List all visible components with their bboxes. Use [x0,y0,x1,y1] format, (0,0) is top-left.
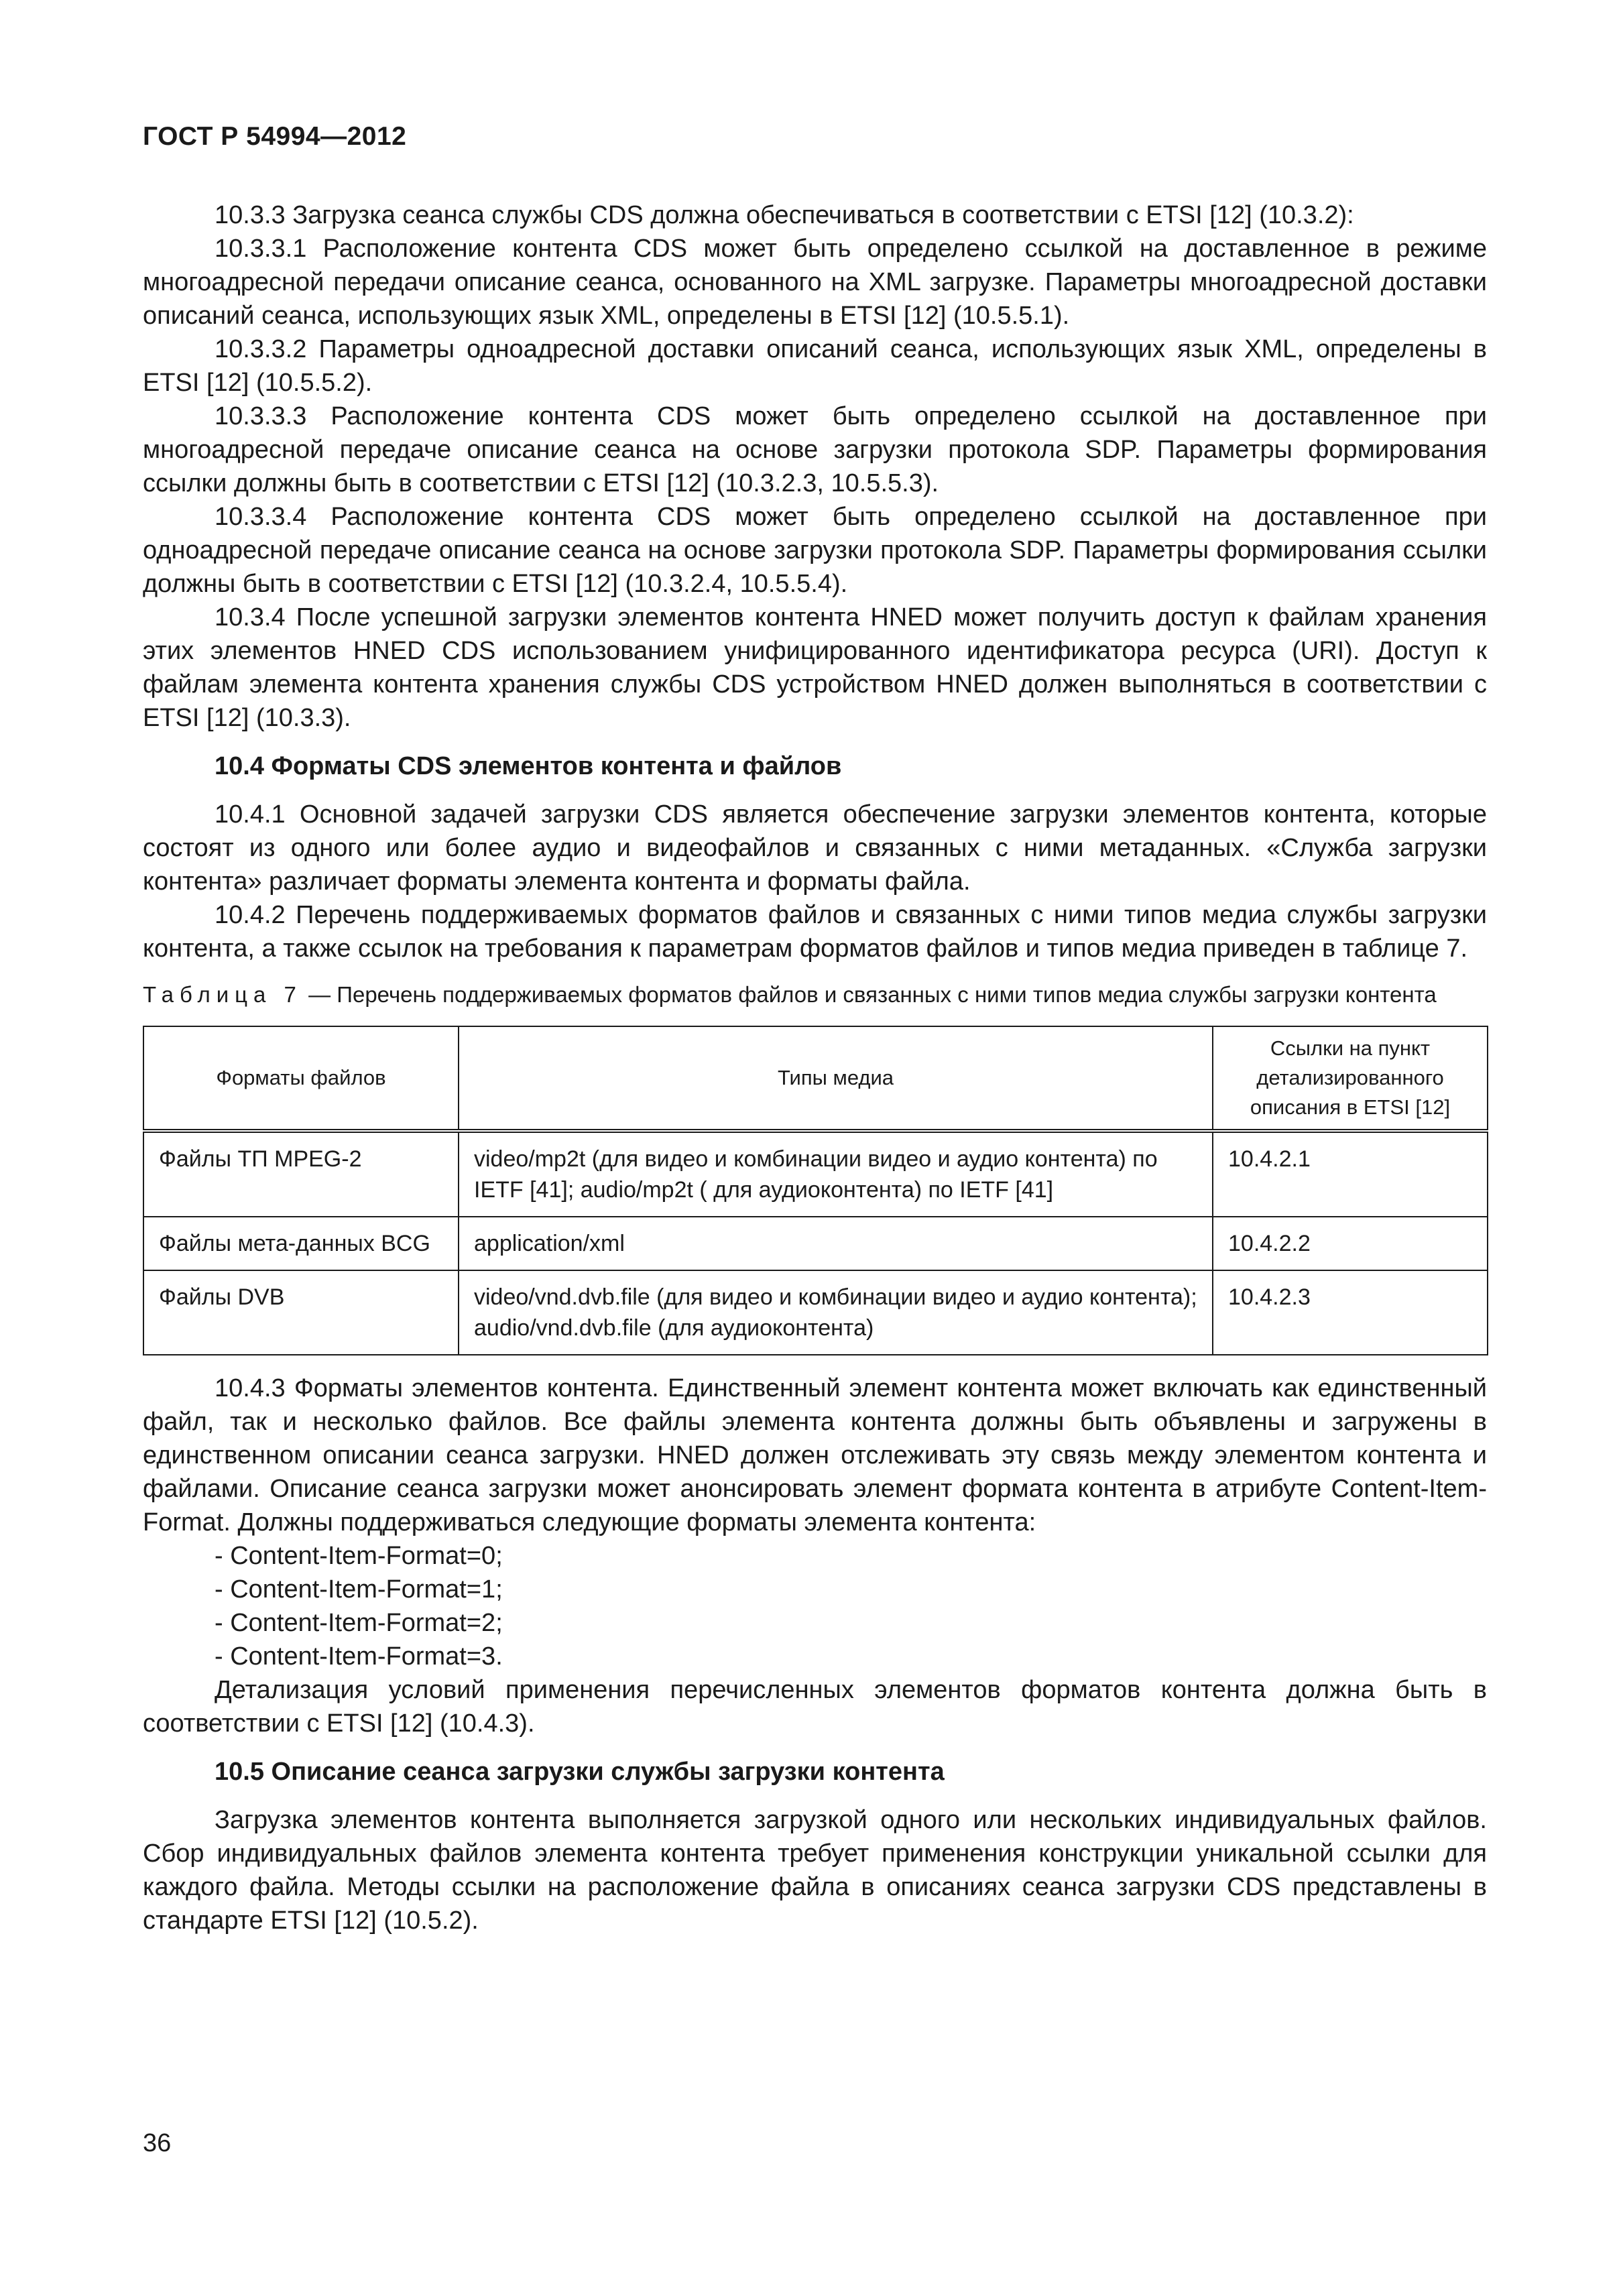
table-row [143,1131,1488,1217]
table-caption [143,980,1487,1010]
cell-reference: 10.4.2.1 [1213,1131,1488,1217]
section-heading-10-5: 10.5 Описание сеанса загрузки службы загрузки контента [215,1758,945,1786]
header-file-formats: Форматы файлов [143,1026,459,1131]
paragraph-detail: Детализация условий применения перечисленных элементов форматов контента должна быть в соответствии с ETSI [12] (10.4.3). [143,1676,1487,1738]
list-item: - Content-Item-Format=3. [215,1642,503,1671]
paragraph-10-3-4: 10.3.4 После успешной загрузки элементов контента HNED может получить доступ к файлам хранения этих элементов HNED CDS использованием унифицированного идентификатора ресурса (URI). Доступ к файлам элемента контента хранения службы CDS устройством HNED должен выполняться в соответствии с ETSI [12] (10.3.3). [143,603,1487,732]
cell-file-format: Файлы DVB [143,1270,459,1355]
cell-media-type: video/mp2t (для видео и комбинации видео и аудио контента) по IETF [41]; audio/mp2t ( для аудиоконтента) по IETF [41] [459,1131,1213,1217]
media-type-line: audio/vnd.dvb.file (для аудиоконтента) [474,1315,874,1341]
media-type-line: video/vnd.dvb.file (для видео и комбинации видео и аудио контента); [474,1284,1197,1310]
paragraph-10-5: Загрузка элементов контента выполняется загрузкой одного или нескольких индивидуальных файлов. Сбор индивидуальных файлов элемента контента требует применения конструкции уникальной ссылки для каждого файла. Методы ссылки на расположение файла в описаниях сеанса загрузки CDS представлены в стандарте ETSI [12] (10.5.2). [143,1806,1487,1935]
table-row [143,1217,1488,1270]
header-media-types: Типы медиа [459,1026,1213,1131]
cell-reference: 10.4.2.3 [1213,1270,1488,1355]
paragraph-10-3-3-3: 10.3.3.3 Расположение контента CDS может быть определено ссылкой на доставленное при многоадресной передаче описание сеанса на основе загрузки протокола SDP. Параметры формирования ссылки должны быть в соответствии с ETSI [12] (10.3.2.3, 10.5.5.3). [143,402,1487,497]
cell-media-type [459,1270,1213,1355]
section-heading-10-4: 10.4 Форматы CDS элементов контента и файлов [215,752,842,780]
header-etsi-references: Ссылки на пункт детализированного описания в ETSI [12] [1213,1026,1488,1131]
table-caption-label: Таблица 7 [143,982,302,1007]
list-item: - Content-Item-Format=0; [215,1542,503,1570]
paragraph-10-3-3-2: 10.3.3.2 Параметры одноадресной доставки описаний сеанса, использующих язык XML, определены в ETSI [12] (10.5.5.2). [143,335,1487,397]
paragraph-10-3-3: 10.3.3 Загрузка сеанса службы CDS должна обеспечиваться в соответствии с ETSI [12] (10.3.2): [215,201,1354,229]
page-content [143,198,1487,1937]
list-item: - Content-Item-Format=2; [215,1609,503,1637]
paragraph-10-4-1: 10.4.1 Основной задачей загрузки CDS является обеспечение загрузки элементов контента, которые состоят из одного или более аудио и видеофайлов и связанных с ними метаданных. «Служба загрузки контента» различает форматы элемента контента и форматы файла. [143,800,1487,896]
document-header: ГОСТ Р 54994—2012 [143,122,407,151]
paragraph-10-3-3-1: 10.3.3.1 Расположение контента CDS может быть определено ссылкой на доставленное в режиме многоадресной передачи описание сеанса, основанного на XML загрузке. Параметры многоадресной доставки описаний сеанса, использующих язык XML, определены в ETSI [12] (10.5.5.1). [143,235,1487,330]
cell-file-format: Файлы ТП MPEG-2 [143,1131,459,1217]
table-caption-text: — Перечень поддерживаемых форматов файлов и связанных с ними типов медиа службы загрузки контента [302,982,1437,1007]
formats-table [143,1026,1488,1355]
paragraph-10-4-3: 10.4.3 Форматы элементов контента. Единственный элемент контента может включать как единственный файл, так и несколько файлов. Все файлы элемента контента должны быть объявлены и загружены в единственном описании сеанса загрузки. HNED должен отслеживать эту связь между элементом контента и файлами. Описание сеанса загрузки может анонсировать элемент формата контента в атрибуте Content-Item-Format. Должны поддерживаться следующие форматы элемента контента: [143,1374,1487,1536]
table-header-row [143,1026,1488,1131]
page-number: 36 [143,2129,172,2157]
table-row [143,1270,1488,1355]
list-item: - Content-Item-Format=1; [215,1575,503,1604]
paragraph-10-4-2: 10.4.2 Перечень поддерживаемых форматов файлов и связанных с ними типов медиа службы загрузки контента, а также ссылок на требования к параметрам форматов файлов и типов медиа приведен в таблице 7. [143,901,1487,963]
paragraph-10-3-3-4: 10.3.3.4 Расположение контента CDS может быть определено ссылкой на доставленное при одноадресной передаче описание сеанса на основе загрузки протокола SDP. Параметры формирования ссылки должны быть в соответствии с ETSI [12] (10.3.2.4, 10.5.5.4). [143,503,1487,598]
cell-media-type: application/xml [459,1217,1213,1270]
cell-file-format: Файлы мета-данных BCG [143,1217,459,1270]
cell-reference: 10.4.2.2 [1213,1217,1488,1270]
